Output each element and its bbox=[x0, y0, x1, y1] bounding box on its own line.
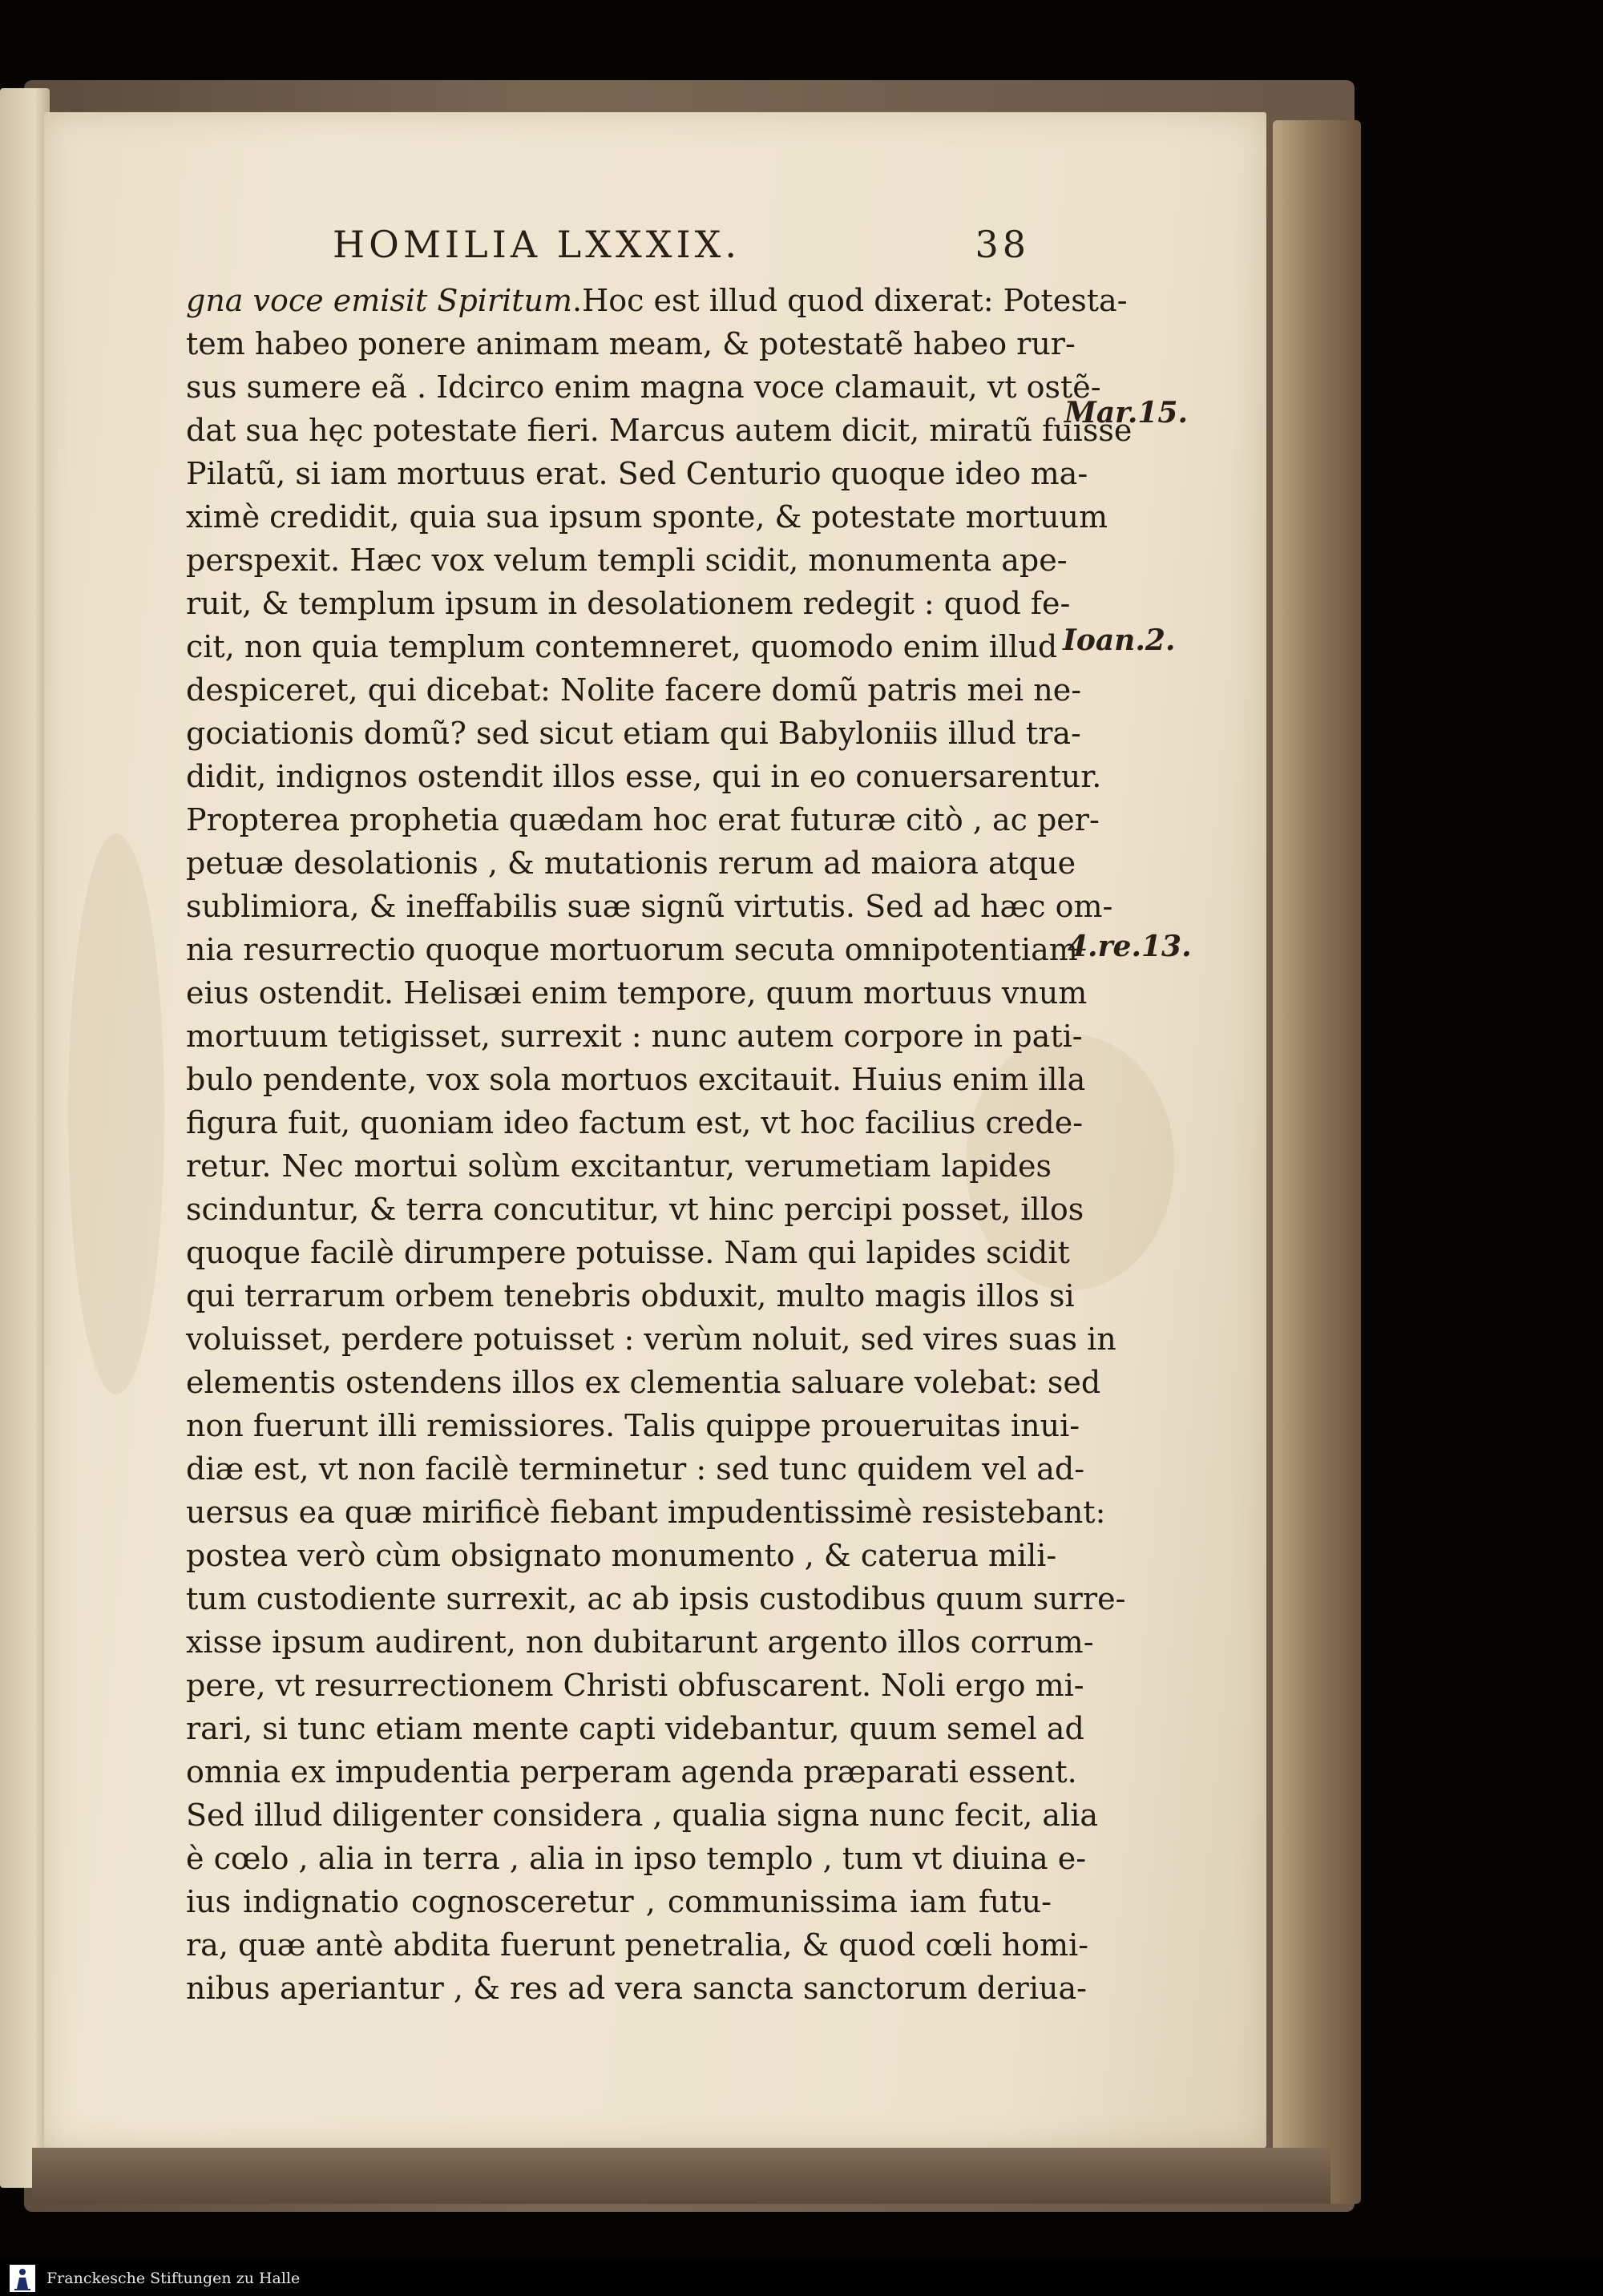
text-line: didit, indignos ostendit illos esse, qui in eo conuersarentur. bbox=[186, 759, 1102, 794]
footer-bar bbox=[0, 2260, 1603, 2296]
text-line: xisse ipsum audirent, non dubitarunt argento illos corrum- bbox=[186, 1624, 1094, 1660]
text-line: eius ostendit. Helisæi enim tempore, quum mortuus vnum bbox=[186, 975, 1088, 1011]
text-line: scinduntur, & terra concutitur, vt hinc percipi posset, illos bbox=[186, 1192, 1084, 1227]
text-line-rest: .Hoc est illud quod dixerat: Potesta- bbox=[572, 283, 1128, 318]
text-line-italic: gna voce emisit Spiritum bbox=[186, 283, 573, 318]
text-line: rari, si tunc etiam mente capti videbantur, quum semel ad bbox=[186, 1711, 1084, 1746]
text-line: ruit, & templum ipsum in desolationem redegit : quod fe- bbox=[186, 586, 1071, 621]
text-line: petuæ desolationis , & mutationis rerum ad maiora atque bbox=[186, 845, 1076, 881]
text-line: nia resurrectio quoque mortuorum secuta omnipotentiam bbox=[186, 932, 1078, 967]
text-line: Pilatũ, si iam mortuus erat. Sed Centurio quoque ideo ma- bbox=[186, 456, 1088, 491]
margin-note-mark: Mar.15. bbox=[1064, 396, 1189, 430]
text-line: omnia ex impudentia perperam agenda præparati essent. bbox=[186, 1754, 1077, 1790]
text-line: pere, vt resurrectionem Christi obfuscarent. Noli ergo mi- bbox=[186, 1668, 1084, 1703]
text-line: retur. Nec mortui solùm excitantur, verumetiam lapides bbox=[186, 1148, 1052, 1184]
text-line: dat sua hęc potestate fieri. Marcus autem dicit, miratũ fuisse bbox=[186, 413, 1133, 448]
text-line: tem habeo ponere animam meam, & potestatẽ habeo rur- bbox=[186, 326, 1076, 361]
page-header bbox=[333, 215, 1030, 271]
footer-label: Franckesche Stiftungen zu Halle bbox=[46, 2270, 301, 2287]
text-line: uersus ea quæ mirificè fiebant impudentissimè resistebant: bbox=[186, 1495, 1106, 1530]
margin-note-john: Ioan.2. bbox=[1063, 623, 1176, 657]
text-line: mortuum tetigisset, surrexit : nunc autem corpore in pati- bbox=[186, 1019, 1083, 1054]
text-line: Sed illud diligenter considera , qualia signa nunc fecit, alia bbox=[186, 1798, 1098, 1833]
text-line: elementis ostendens illos ex clementia saluare volebat: sed bbox=[186, 1365, 1101, 1400]
text-line: gociationis domũ? sed sicut etiam qui Babyloniis illud tra- bbox=[186, 716, 1081, 751]
page-number: 38 bbox=[975, 223, 1030, 266]
text-line: qui terrarum orbem tenebris obduxit, multo magis illos si bbox=[186, 1278, 1075, 1313]
text-line: quoque facilè dirumpere potuisse. Nam qui lapides scidit bbox=[186, 1235, 1070, 1270]
text-line: despiceret, qui dicebat: Nolite facere domũ patris mei ne- bbox=[186, 672, 1082, 708]
text-line: sublimiora, & ineffabilis suæ signũ virtutis. Sed ad hæc om- bbox=[186, 889, 1113, 924]
text-line: Propterea prophetia quædam hoc erat futuræ citò , ac per- bbox=[186, 802, 1100, 837]
text-line: figura fuit, quoniam ideo factum est, vt hoc facilius crede- bbox=[186, 1105, 1084, 1140]
text-line: non fuerunt illi remissiores. Talis quippe proueruitas inui- bbox=[186, 1408, 1080, 1443]
book-bottom-edge bbox=[32, 2148, 1330, 2204]
text-line: è cœlo , alia in terra , alia in ipso templo , tum vt diuina e- bbox=[186, 1841, 1087, 1876]
book-fore-edge bbox=[1273, 120, 1361, 2204]
text-line: perspexit. Hæc vox velum templi scidit, monumenta ape- bbox=[186, 543, 1068, 578]
text-line: postea verò cùm obsignato monumento , & caterua mili- bbox=[186, 1538, 1057, 1573]
text-line: ra, quæ antè abdita fuerunt penetralia, & quod cœli homi- bbox=[186, 1927, 1089, 1963]
margin-note-kings: 4.re.13. bbox=[1068, 930, 1192, 963]
text-line: tum custodiente surrexit, ac ab ipsis custodibus quum surre- bbox=[186, 1581, 1126, 1616]
text-line: nibus aperiantur , & res ad vera sancta sanctorum deriua- bbox=[186, 1971, 1087, 2006]
text-line: sus sumere eã . Idcirco enim magna voce clamauit, vt ostẽ- bbox=[186, 369, 1101, 405]
page-stain bbox=[68, 833, 164, 1394]
text-line: ximè credidit, quia sua ipsum sponte, & potestate mortuum bbox=[186, 499, 1108, 535]
text-line bbox=[186, 279, 1128, 322]
left-page-edge bbox=[0, 88, 50, 2188]
page-header-title: HOMILIA LXXXIX. bbox=[333, 223, 741, 266]
institution-logo-icon bbox=[10, 2265, 35, 2292]
text-line: cit, non quia templum contemneret, quomodo enim illud bbox=[186, 629, 1058, 664]
text-line: voluisset, perdere potuisset : verùm noluit, sed vires suas in bbox=[186, 1322, 1116, 1357]
text-line: ius indignatio cognosceretur , communissima iam futu- bbox=[186, 1884, 1052, 1919]
text-line: diæ est, vt non facilè terminetur : sed tunc quidem vel ad- bbox=[186, 1451, 1085, 1487]
text-line: bulo pendente, vox sola mortuos excitauit. Huius enim illa bbox=[186, 1062, 1086, 1097]
